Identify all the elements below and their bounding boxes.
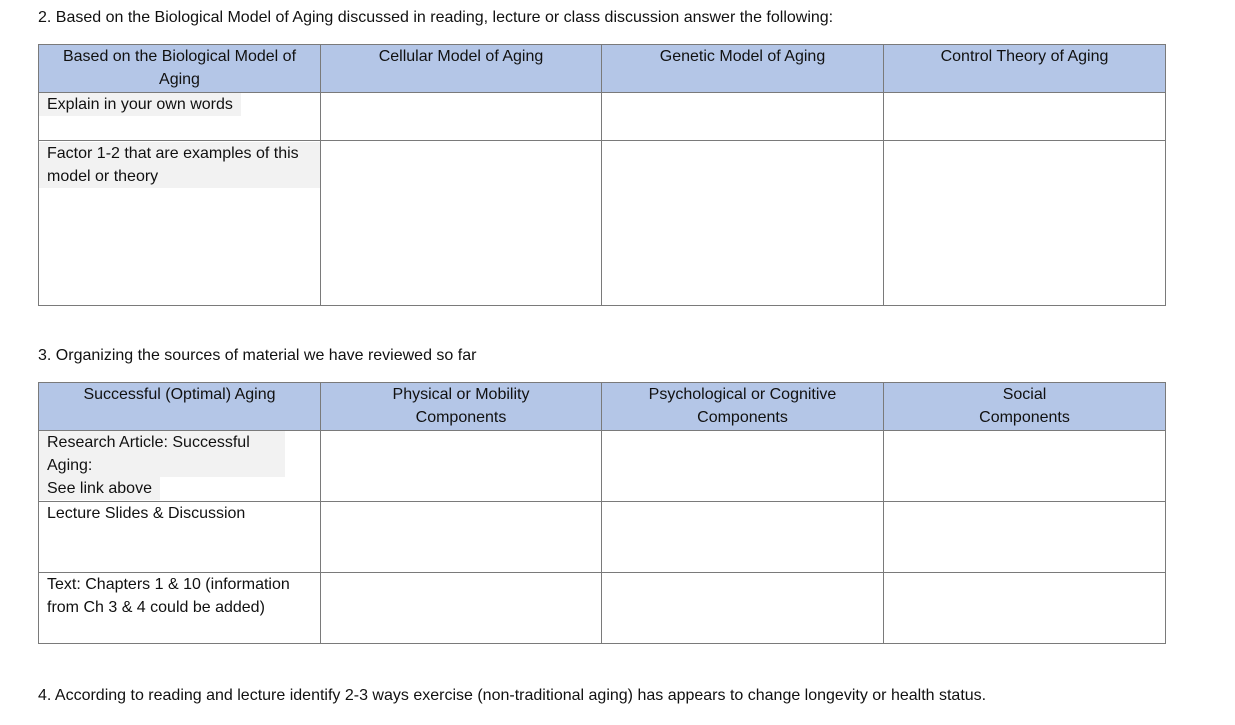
question-4-prompt: 4. According to reading and lecture identify 2-3 ways exercise (non-traditional aging) has appears to change longevity or health status. xyxy=(38,687,987,704)
table1-header-cell-4 xyxy=(884,45,1166,93)
table1-header-row xyxy=(39,45,1166,93)
table1-header-cell-1 xyxy=(39,45,321,93)
table2-row2-cell-psychological[interactable] xyxy=(602,502,884,573)
successful-aging-table xyxy=(38,382,1166,644)
table1-header-cell-2 xyxy=(321,45,602,93)
table1-header-3: Genetic Model of Aging xyxy=(659,48,826,65)
table-row xyxy=(39,93,1166,141)
table1-row1-cell-control[interactable] xyxy=(884,93,1166,141)
table1-row1-label-cell xyxy=(39,93,321,141)
table1-row2-cell-cellular[interactable] xyxy=(321,141,602,306)
table-row xyxy=(39,573,1166,644)
table2-row1-cell-social[interactable] xyxy=(884,431,1166,502)
table2-row2-cell-physical[interactable] xyxy=(321,502,602,573)
table2-row1-cell-physical[interactable] xyxy=(321,431,602,502)
table1-row1-cell-cellular[interactable] xyxy=(321,93,602,141)
table2-row1-label: Research Article: Successful Aging: xyxy=(39,431,285,477)
table2-row3-label-cell xyxy=(39,573,321,644)
table1-row1-cell-genetic[interactable] xyxy=(602,93,884,141)
question-3-prompt: 3. Organizing the sources of material we have reviewed so far xyxy=(38,347,477,364)
table1-header-4: Control Theory of Aging xyxy=(940,48,1109,65)
table2-header-cell-4 xyxy=(884,383,1166,431)
table2-header-4: Social Components xyxy=(979,386,1070,426)
table1-row2-cell-control[interactable] xyxy=(884,141,1166,306)
table2-row2-label: Lecture Slides & Discussion xyxy=(47,505,246,522)
table2-header-cell-2 xyxy=(321,383,602,431)
table1-header-2: Cellular Model of Aging xyxy=(378,48,544,65)
table1-row2-label-cell xyxy=(39,141,321,306)
table2-row2-label-cell xyxy=(39,502,321,573)
table2-row3-cell-psychological[interactable] xyxy=(602,573,884,644)
table2-header-row xyxy=(39,383,1166,431)
table2-header-cell-1 xyxy=(39,383,321,431)
table2-row1-label-cell xyxy=(39,431,321,502)
table1-row2-cell-genetic[interactable] xyxy=(602,141,884,306)
table2-header-3: Psychological or Cognitive Components xyxy=(648,386,837,426)
table1-row2-label: Factor 1-2 that are examples of this model or theory xyxy=(39,142,320,188)
table2-row1-sublabel: See link above xyxy=(39,477,160,500)
table1-header-1: Based on the Biological Model of Aging xyxy=(62,48,297,88)
table2-row2-cell-social[interactable] xyxy=(884,502,1166,573)
table1-row1-label: Explain in your own words xyxy=(39,93,241,116)
table2-row3-label: Text: Chapters 1 & 10 (information from Ch 3 & 4 could be added) xyxy=(47,576,290,616)
table2-row3-cell-social[interactable] xyxy=(884,573,1166,644)
table2-header-cell-3 xyxy=(602,383,884,431)
table-row xyxy=(39,141,1166,306)
table2-header-1: Successful (Optimal) Aging xyxy=(83,386,276,403)
table1-header-cell-3 xyxy=(602,45,884,93)
table2-row1-cell-psychological[interactable] xyxy=(602,431,884,502)
table2-row3-cell-physical[interactable] xyxy=(321,573,602,644)
question-2-prompt: 2. Based on the Biological Model of Aging discussed in reading, lecture or class discussion answer the following: xyxy=(38,9,834,26)
table-row xyxy=(39,431,1166,502)
table-row xyxy=(39,502,1166,573)
biological-model-table xyxy=(38,44,1166,306)
table2-header-2: Physical or Mobility Components xyxy=(392,386,530,426)
